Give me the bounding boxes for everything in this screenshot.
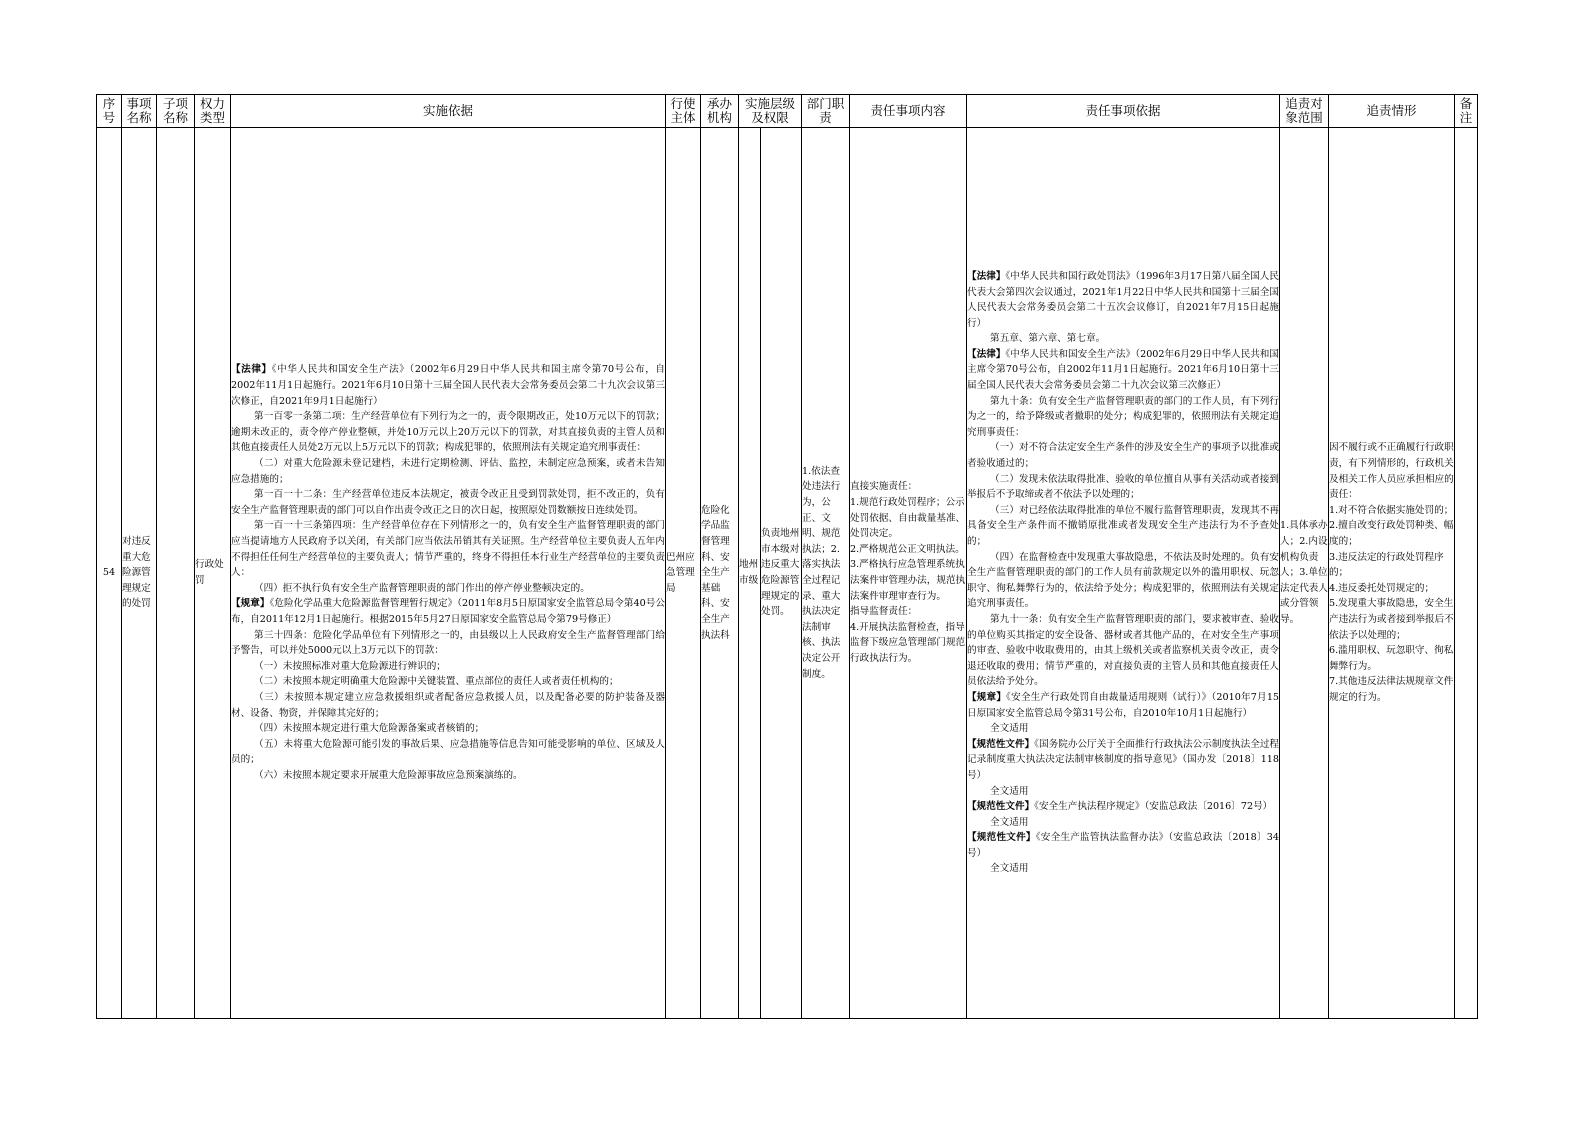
paragraph-text: 全文适用 bbox=[990, 816, 1029, 828]
header-basis: 实施依据 bbox=[231, 95, 666, 128]
paragraph-text: 全文适用 bbox=[990, 785, 1029, 797]
paragraph bbox=[231, 721, 665, 737]
source-tag: 【规范性文件】 bbox=[967, 738, 1035, 750]
paragraph-text: 《中华人民共和国行政处罚法》（1996年3月17日第八届全国人民代表大会第四次会议通过，2021年1月22日中华人民共和国第十三届全国人民代表大会常务委员会第二十五次会议修订，自2021年7月15日起施行） bbox=[967, 270, 1280, 329]
paragraph-text: （一）未按照标准对重大危险源进行辨识的； bbox=[254, 660, 446, 672]
paragraph-text: （二）发现未依法取得批准、验收的单位擅自从事有关活动或者接到举报后不予取缔或者不依法予以处理的； bbox=[967, 473, 1280, 501]
source-tag: 【规章】 bbox=[231, 598, 270, 610]
header-level: 实施层级及权限 bbox=[739, 95, 802, 128]
paragraph-text: （二）未按照本规定明确重大危险源中关键装置、重点部位的责任人或者责任机构的； bbox=[254, 676, 619, 688]
paragraph-text: 第九十条：负有安全生产监督管理职责的部门的工作人员，有下列行为之一的，给予降级或者撤职的处分；构成犯罪的，依照刑法有关规定追究刑事责任： bbox=[967, 395, 1280, 438]
paragraph bbox=[967, 737, 1279, 784]
list-item: 6.滥用职权、玩忽职守、徇私舞弊行为。 bbox=[1329, 645, 1454, 672]
paragraph bbox=[967, 690, 1279, 721]
list-item: 直接实施责任： bbox=[850, 481, 918, 493]
paragraph bbox=[967, 347, 1279, 394]
paragraph bbox=[967, 440, 1279, 471]
cell-basis bbox=[231, 128, 666, 1019]
source-tag: 【法律】 bbox=[967, 270, 1006, 282]
paragraph-text: 《国务院办公厅关于全面推行行政执法公示制度执法全过程记录制度重大执法决定法制审核制度的指导意见》（国办发〔2018〕118号） bbox=[967, 738, 1280, 781]
paragraph bbox=[231, 737, 665, 768]
paragraph-text: （四）在监督检查中发现重大事故隐患，不依法及时处理的。负有安全生产监督管理职责的部门的工作人员有前款规定以外的滥用职权、玩忽职守、徇私舞弊行为的，依法给予处分；构成犯罪的，依照刑法有关规定追究刑事责任。 bbox=[967, 551, 1280, 610]
paragraph-text: 《中华人民共和国安全生产法》（2002年6月29日中华人民共和国主席令第70号公布，自2002年11月1日起施行。2021年6月10日第十三届全国人民代表大会常务委员会第二十九次会议第三次修正） bbox=[967, 348, 1280, 392]
paragraph-text: 第一百零一条第二项：生产经营单位有下列行为之一的，责令限期改正，处10万元以下的罚款；逾期未改正的，责令停产停业整顿，并处10万元以上20万元以下的罚款，对其直接负责的主管人员和其他直接责任人员处2万元以上5万元以下的罚款；构成犯罪的，依照刑法有关规定追究刑事责任： bbox=[231, 411, 665, 454]
paragraph-text: 《安全生产监管执法监督办法》（安监总政法〔2018〕34号） bbox=[967, 832, 1280, 859]
list-item: 指导监督责任： bbox=[850, 606, 918, 618]
paragraph bbox=[967, 331, 1279, 347]
cell-accountability-cases bbox=[1329, 128, 1455, 1019]
list-item: 因不履行或不正确履行行政职责，有下列情形的，行政机关及相关工作人员应承担相应的责任： bbox=[1329, 442, 1454, 501]
paragraph bbox=[231, 487, 665, 518]
cell-accountability-scope: 1.具体承办人；2.内设机构负责人；3.单位法定代表人或分管领导。 bbox=[1280, 128, 1329, 1019]
list-item: 1.规范行政处罚程序；公示处罚依据、自由裁量基准、处罚决定。 bbox=[850, 497, 966, 540]
paragraph bbox=[231, 768, 665, 784]
paragraph bbox=[231, 518, 665, 580]
list-item: 5.发现重大事故隐患，安全生产违法行为或者接到举报后不依法予以处理的； bbox=[1329, 598, 1454, 641]
source-tag: 【规章】 bbox=[967, 691, 1007, 703]
resp-basis-paragraphs bbox=[967, 269, 1279, 877]
paragraph bbox=[967, 394, 1279, 441]
header-remark: 备注 bbox=[1455, 95, 1478, 128]
list-item: 4.违反委托处罚规定的； bbox=[1329, 582, 1435, 594]
cell-agency: 危险化学品监督管理科、安全生产基础科、安全生产执法科 bbox=[701, 128, 739, 1019]
paragraph bbox=[231, 362, 665, 409]
paragraph bbox=[967, 472, 1279, 503]
cell-sub-name bbox=[157, 128, 195, 1019]
source-tag: 【法律】 bbox=[231, 364, 272, 376]
list-item: 7.其他违反法律法规规章文件规定的行为。 bbox=[1329, 676, 1454, 703]
paragraph bbox=[231, 596, 665, 627]
paragraph-text: 第三十四条：危险化学品单位有下列情形之一的，由县级以上人民政府安全生产监督管理部门给予警告，可以并处5000元以上3万元以下的罚款： bbox=[231, 629, 665, 657]
list-item: 2.擅自改变行政处罚种类、幅度的； bbox=[1329, 520, 1454, 548]
header-accountability-scope: 追责对象范围 bbox=[1280, 95, 1329, 128]
list-item: 4.开展执法监督检查，指导监督下级应急管理部门规范行政执法行为。 bbox=[850, 621, 966, 664]
header-sub-name: 子项名称 bbox=[157, 95, 195, 128]
cell-power-type: 行政处罚 bbox=[195, 128, 231, 1019]
table-row bbox=[97, 128, 1478, 1019]
paragraph bbox=[231, 659, 665, 675]
cell-remark bbox=[1455, 128, 1478, 1019]
source-tag: 【规范性文件】 bbox=[967, 832, 1036, 844]
cell-level-a: 地州市级 bbox=[739, 128, 761, 1019]
paragraph-text: 《安全生产行政处罚自由裁量适用规则（试行）》（2010年7月15日原国家安全监管总局令第31号公布，自2010年10月1日起施行） bbox=[967, 691, 1280, 719]
paragraph bbox=[231, 456, 665, 487]
cell-duty: 1.依法查处违法行为，公正、文明、规范执法；2.落实执法全过程记录、重大执法决定法制审核、执法决定公开制度。 bbox=[802, 128, 850, 1019]
paragraph-text: （三）对已经依法取得批准的单位不履行监督管理职责，发现其不再具备安全生产条件而不撤销原批准或者发现安全生产违法行为不予查处的； bbox=[967, 504, 1280, 548]
paragraph bbox=[967, 815, 1279, 831]
header-item-name: 事项名称 bbox=[122, 95, 157, 128]
paragraph bbox=[967, 830, 1279, 861]
paragraph-text: 《安全生产执法程序规定》（安监总政法〔2016〕72号） bbox=[1034, 801, 1273, 813]
paragraph bbox=[967, 550, 1279, 612]
paragraph bbox=[231, 628, 665, 659]
cell-subject: 巴州应急管理局 bbox=[666, 128, 701, 1019]
paragraph-text: 第一百一十三条第四项：生产经营单位存在下列情形之一的，负有安全生产监督管理职责的部门应当提请地方人民政府予以关闭，有关部门应当依法吊销其有关证照。生产经营单位主要负责人五年内不得担任任何生产经营单位的主要负责人；情节严重的，终身不得担任本行业生产经营单位的主要负责人： bbox=[231, 520, 665, 579]
paragraph-text: （四）拒不执行负有安全生产监督管理职责的部门作出的停产停业整顿决定的。 bbox=[254, 582, 590, 594]
header-subject: 行使主体 bbox=[666, 95, 701, 128]
paragraph bbox=[231, 581, 665, 597]
paragraph bbox=[967, 612, 1279, 690]
paragraph bbox=[231, 690, 665, 721]
cell-level-b: 负责地州市本级对违反重大危险源管理规定的处罚。 bbox=[761, 128, 802, 1019]
power-list-table bbox=[96, 94, 1478, 1019]
list-item: 3.违反法定的行政处罚程序的； bbox=[1329, 551, 1444, 579]
header-row bbox=[97, 95, 1478, 128]
paragraph bbox=[967, 784, 1279, 800]
header-power-type: 权力类型 bbox=[195, 95, 231, 128]
paragraph-text: （四）未按照本规定进行重大危险源备案或者核销的； bbox=[254, 723, 485, 735]
resp-content-lines bbox=[850, 479, 966, 666]
paragraph bbox=[967, 861, 1279, 877]
header-agency: 承办机构 bbox=[701, 95, 739, 128]
paragraph bbox=[967, 799, 1279, 815]
paragraph-text: （五）未将重大危险源可能引发的事故后果、应急措施等信息告知可能受影响的单位、区域及人员的； bbox=[231, 738, 665, 766]
paragraph-text: 第九十一条：负有安全生产监督管理职责的部门，要求被审查、验收的单位购买其指定的安全设备、器材或者其他产品的，在对安全生产事项的审查、验收中收取费用的，由其上级机关或者监察机关责令改正，责令退还收取的费用；情节严重的，对直接负责的主管人员和其他直接责任人员依法给予处分。 bbox=[967, 613, 1280, 688]
list-item: 2.严格规范公正文明执法。 bbox=[850, 543, 965, 555]
header-accountability-cases: 追责情形 bbox=[1329, 95, 1455, 128]
header-duty: 部门职责 bbox=[802, 95, 850, 128]
cell-item-name: 对违反重大危险源管理规定的处罚 bbox=[122, 128, 157, 1019]
cell-seq: 54 bbox=[97, 128, 122, 1019]
list-item: 1.对不符合依据实施处罚的； bbox=[1329, 504, 1454, 516]
source-tag: 【法律】 bbox=[967, 348, 1006, 360]
header-seq: 序号 bbox=[97, 95, 122, 128]
paragraph-text: （三）未按照本规定建立应急救援组织或者配备应急救援人员，以及配备必要的防护装备及器材、设备、物资，并保障其完好的； bbox=[231, 691, 665, 719]
cell-resp-content bbox=[850, 128, 967, 1019]
paragraph bbox=[967, 503, 1279, 550]
header-resp-content: 责任事项内容 bbox=[850, 95, 967, 128]
accountability-case-lines bbox=[1329, 440, 1454, 705]
paragraph bbox=[231, 674, 665, 690]
paragraph-text: 《中华人民共和国安全生产法》（2002年6月29日中华人民共和国主席令第70号公布，自2002年11月1日起施行。2021年6月10日第十三届全国人民代表大会常务委员会第二十九次会议第三次修正，自2021年9月1日起施行） bbox=[231, 364, 665, 407]
paragraph-text: （六）未按照本规定要求开展重大危险源事故应急预案演练的。 bbox=[254, 769, 523, 781]
paragraph-text: 全文适用 bbox=[990, 723, 1029, 735]
paragraph-text: （一）对不符合法定安全生产条件的涉及安全生产的事项予以批准或者验收通过的； bbox=[967, 442, 1280, 470]
paragraph-text: 《危险化学品重大危险源监督管理暂行规定》（2011年8月5日原国家安全监管总局令第40号公布，自2011年12月1日起施行。根据2015年5月27日原国家安全监管总局令第79号修正） bbox=[231, 598, 666, 625]
paragraph bbox=[967, 269, 1279, 331]
source-tag: 【规范性文件】 bbox=[967, 801, 1035, 813]
header-resp-basis: 责任事项依据 bbox=[967, 95, 1280, 128]
basis-paragraphs bbox=[231, 362, 665, 783]
paragraph bbox=[231, 409, 665, 456]
paragraph-text: 第五章、第六章、第七章。 bbox=[990, 333, 1106, 345]
paragraph-text: 第一百一十二条：生产经营单位违反本法规定，被责令改正且受到罚款处罚，拒不改正的，负有安全生产监督管理职责的部门可以自作出责令改正之日的次日起，按照原处罚数额按日连续处罚。 bbox=[231, 489, 665, 516]
paragraph-text: 全文适用 bbox=[990, 863, 1029, 875]
list-item: 3.严格执行应急管理系统执法案件审管理办法，规范执法案件审理审查行为。 bbox=[850, 559, 966, 602]
paragraph bbox=[967, 721, 1279, 737]
paragraph-text: （二）对重大危险源未登记建档，未进行定期检测、评估、监控，未制定应急预案，或者未告知应急措施的； bbox=[231, 458, 665, 485]
cell-resp-basis bbox=[967, 128, 1280, 1019]
